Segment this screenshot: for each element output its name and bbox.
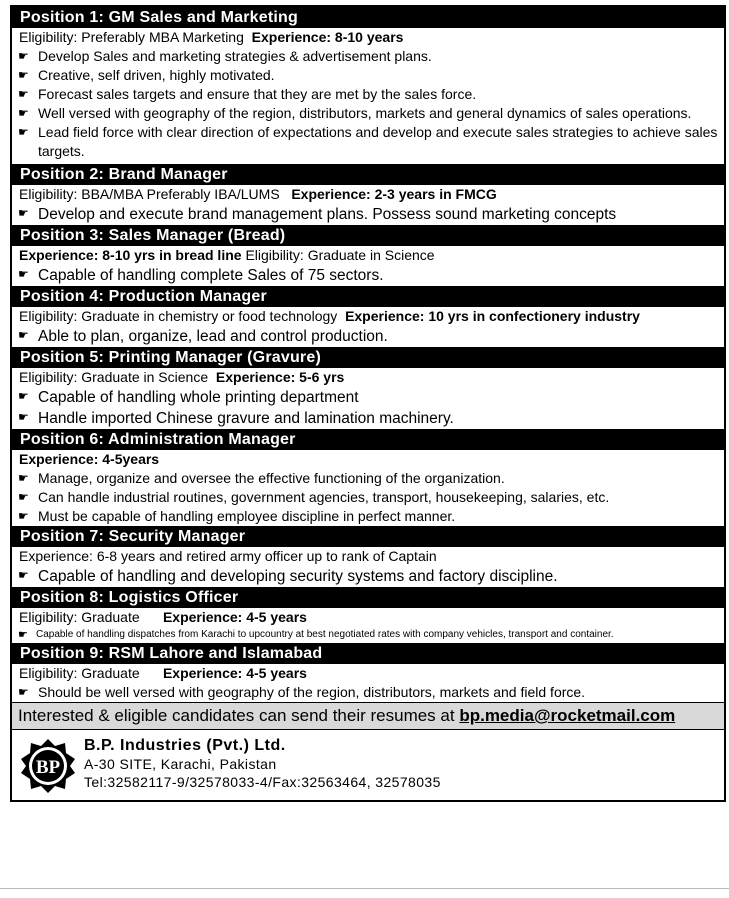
pointing-hand-icon: ☛	[18, 490, 29, 504]
list-item: ☛ Lead field force with clear direction of expectations and develop and execute sales strategies to achieve sales targets.	[18, 124, 718, 159]
position-3-eligibility: Experience: 8-10 yrs in bread line Eligibility: Graduate in Science	[19, 247, 435, 263]
company-phone: Tel:32582117-9/32578033-4/Fax:32563464, 32578035	[84, 774, 441, 790]
position-4-eligibility: Eligibility: Graduate in chemistry or food technology Experience: 10 yrs in confectionery industry	[19, 308, 640, 324]
position-2-eligibility: Eligibility: BBA/MBA Preferably IBA/LUMS Experience: 2-3 years in FMCG	[19, 186, 497, 202]
position-6-title: Position 6: Administration Manager	[12, 429, 724, 450]
pointing-hand-icon: ☛	[18, 568, 29, 582]
list-item: ☛ Capable of handling whole printing department	[18, 389, 359, 406]
email-link[interactable]: bp.media@rocketmail.com	[459, 706, 676, 725]
list-item: ☛ Well versed with geography of the region, distributors, markets and general dynamics of sales operations.	[18, 105, 692, 121]
company-address: A-30 SITE, Karachi, Pakistan	[84, 756, 277, 772]
list-item: ☛ Must be capable of handling employee discipline in perfect manner.	[18, 508, 456, 524]
position-8-eligibility: Eligibility: Graduate Experience: 4-5 years	[19, 609, 307, 625]
position-7-title: Position 7: Security Manager	[12, 526, 724, 547]
pointing-hand-icon: ☛	[18, 389, 29, 403]
contact-line: Interested & eligible candidates can send their resumes at bp.media@rocketmail.com	[12, 702, 724, 729]
company-name: B.P. Industries (Pvt.) Ltd.	[84, 737, 286, 754]
list-item: ☛ Manage, organize and oversee the effective functioning of the organization.	[18, 470, 505, 486]
company-logo-icon	[20, 738, 76, 794]
pointing-hand-icon: ☛	[18, 106, 29, 120]
list-item: ☛ Capable of handling dispatches from Karachi to upcountry at best negotiated rates with company vehicles, transport and container.	[18, 629, 614, 641]
list-item: ☛ Develop and execute brand management plans. Possess sound marketing concepts	[18, 206, 617, 223]
pointing-hand-icon: ☛	[18, 87, 29, 101]
list-item: ☛ Handle imported Chinese gravure and lamination machinery.	[18, 410, 454, 427]
logo-text: BP	[35, 757, 61, 778]
position-9-title: Position 9: RSM Lahore and Islamabad	[12, 643, 724, 664]
pointing-hand-icon: ☛	[18, 68, 29, 82]
pointing-hand-icon: ☛	[18, 49, 29, 63]
pointing-hand-icon: ☛	[18, 685, 29, 699]
position-5-title: Position 5: Printing Manager (Gravure)	[12, 347, 724, 368]
pointing-hand-icon: ☛	[18, 328, 29, 342]
pointing-hand-icon: ☛	[18, 629, 28, 641]
position-3-title: Position 3: Sales Manager (Bread)	[12, 225, 724, 246]
company-block	[12, 729, 724, 800]
company-details	[84, 736, 441, 791]
list-item: ☛ Able to plan, organize, lead and control production.	[18, 328, 388, 345]
position-2-title: Position 2: Brand Manager	[12, 164, 724, 185]
list-item: ☛ Forecast sales targets and ensure that they are met by the sales force.	[18, 86, 477, 102]
pointing-hand-icon: ☛	[18, 471, 29, 485]
job-advertisement	[10, 5, 726, 802]
list-item: ☛ Creative, self driven, highly motivated.	[18, 67, 275, 83]
list-item: ☛ Should be well versed with geography of the region, distributors, markets and field force.	[18, 684, 586, 700]
position-5-eligibility: Eligibility: Graduate in Science Experience: 5-6 yrs	[19, 369, 345, 385]
pointing-hand-icon: ☛	[18, 267, 29, 281]
position-8-title: Position 8: Logistics Officer	[12, 587, 724, 608]
position-1-eligibility: Eligibility: Preferably MBA Marketing Experience: 8-10 years	[19, 29, 404, 45]
list-item: ☛ Develop Sales and marketing strategies & advertisement plans.	[18, 48, 432, 64]
list-item: ☛ Capable of handling complete Sales of 75 sectors.	[18, 267, 384, 284]
position-4-title: Position 4: Production Manager	[12, 286, 724, 307]
pointing-hand-icon: ☛	[18, 206, 29, 220]
list-item: ☛ Can handle industrial routines, government agencies, transport, housekeeping, salaries, etc.	[18, 489, 610, 505]
pointing-hand-icon: ☛	[18, 125, 29, 139]
position-6-experience: Experience: 4-5years	[19, 451, 160, 467]
pointing-hand-icon: ☛	[18, 410, 29, 424]
position-7-experience: Experience: 6-8 years and retired army officer up to rank of Captain	[19, 548, 437, 564]
pointing-hand-icon: ☛	[18, 509, 29, 523]
list-item: ☛ Capable of handling and developing security systems and factory discipline.	[18, 568, 558, 585]
position-1-title: Position 1: GM Sales and Marketing	[12, 7, 724, 28]
position-9-eligibility: Eligibility: Graduate Experience: 4-5 years	[19, 665, 307, 681]
